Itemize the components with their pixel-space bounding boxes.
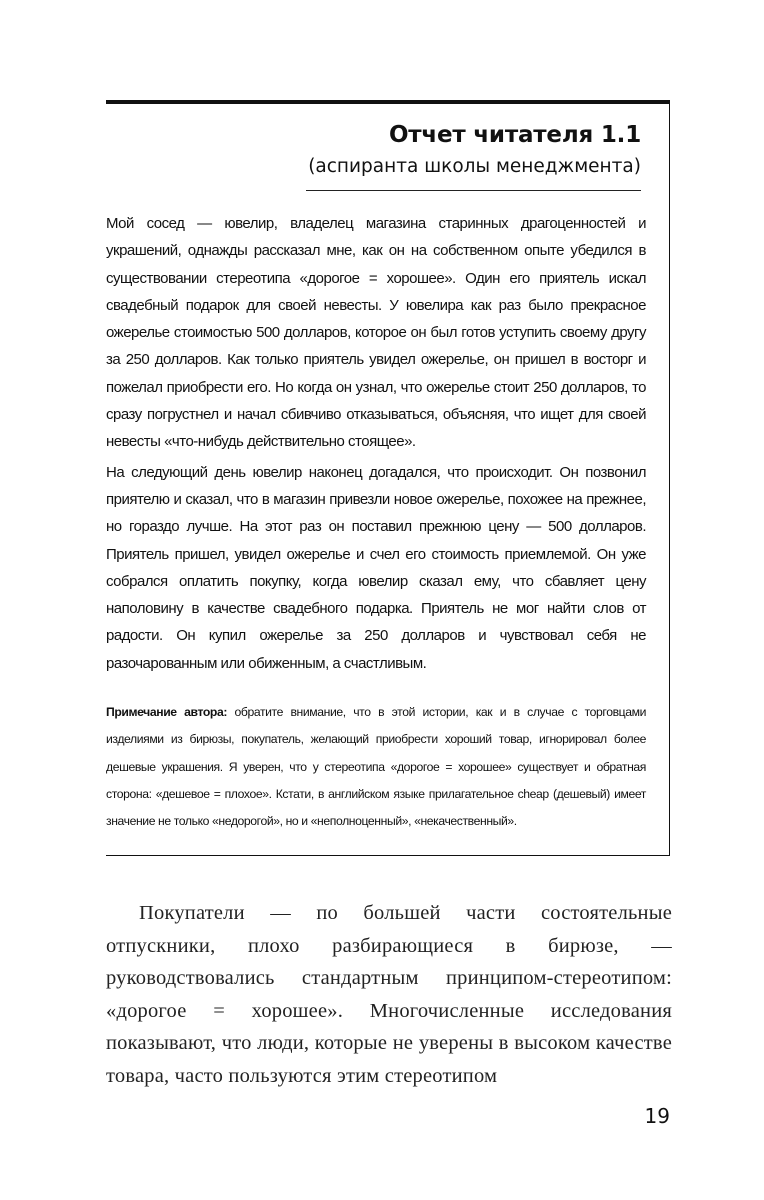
reader-report-box xyxy=(106,100,670,856)
title-divider xyxy=(306,190,641,191)
main-paragraph: Покупатели — по большей части состоятельные отпускники, плохо разбирающиеся в бирюзе, — руководствовались стандартным принципом-стереотипом: «дорогое = хорошее». Многочисленные исследования показывают, что люди, которые не уверены в высоком качестве товара, часто пользуются этим стереотипом xyxy=(106,902,672,1087)
box-title: Отчет читателя 1.1 xyxy=(388,122,641,148)
box-body xyxy=(106,210,646,836)
box-paragraph-1: Мой сосед — ювелир, владелец магазина старинных драгоценностей и украшений, однажды рассказал мне, как он на собственном опыте убедился в существовании стереотипа «дорогое = хорошее». Один его приятель искал свадебный подарок для своей невесты. У ювелира как раз было прекрасное ожерелье стоимостью 500 долларов, которое он был готов уступить своему другу за 250 долларов. Как только приятель увидел ожерелье, он пришел в восторг и пожелал приобрести его. Но когда он узнал, что ожерелье стоит 250 долларов, то сразу погрустнел и начал сбивчиво отказываться, объясняя, что ищет для своей невесты «что-нибудь действительно стоящее». xyxy=(106,215,646,451)
author-note xyxy=(106,699,646,835)
box-paragraph-2: На следующий день ювелир наконец догадался, что происходит. Он позвонил приятелю и сказал, что в магазин привезли новое ожерелье, похожее на прежнее, но гораздо лучше. На этот раз он поставил прежнюю цену — 500 долларов. Приятель пришел, увидел ожерелье и счел его стоимость приемлемой. Он уже собрался оплатить покупку, когда ювелир сказал ему, что сбавляет цену наполовину в качестве свадебного подарка. Приятель не мог найти слов от радости. Он купил ожерелье за 250 долларов и чувствовал себя не разочарованным или обиженным, а счастливым. xyxy=(106,463,646,672)
page-number: 19 xyxy=(644,1104,670,1128)
author-note-label: Примечание автора: xyxy=(106,705,228,720)
author-note-text: обратите внимание, что в этой истории, как и в случае с торговцами изделиями из бирюзы, покупатель, желающий приобрести хороший товар, игнорировал более дешевые украшения. Я уверен, что у стереотипа «дорогое = хорошее» существует и обратная сторона: «дешевое = плохое». Кстати, в английском языке прилагательное cheap (дешевый) имеет значение не только «недорогой», но и «неполноценный», «некачественный». xyxy=(106,705,646,829)
box-subtitle: (аспиранта школы менеджмента) xyxy=(308,156,641,177)
